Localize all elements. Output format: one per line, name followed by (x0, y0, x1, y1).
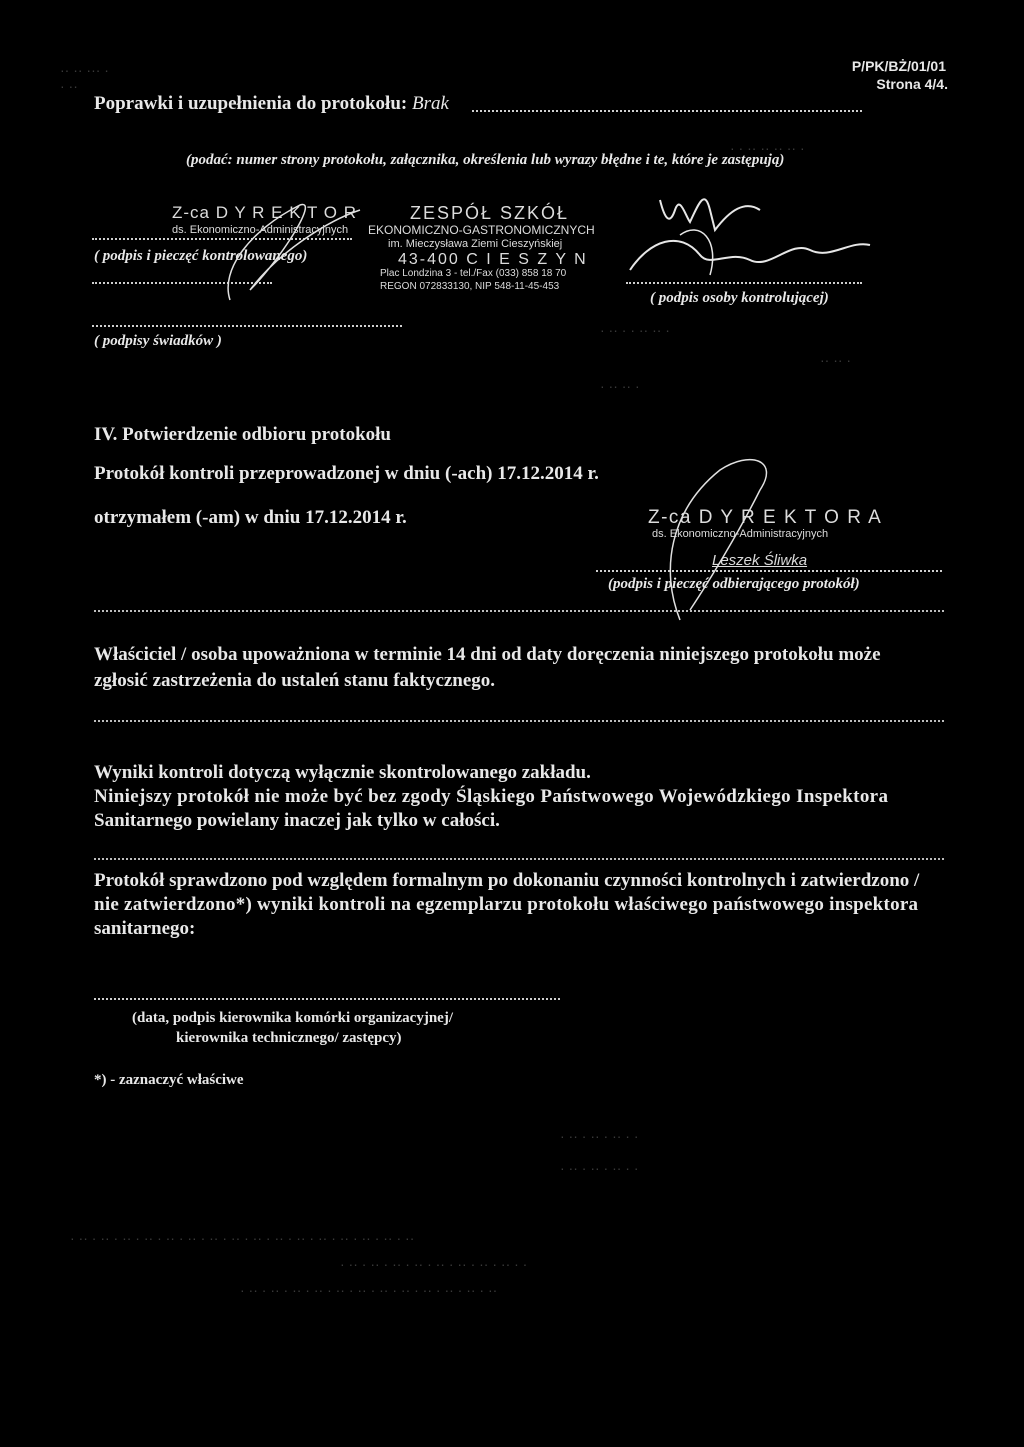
notice-approval-line-1: Protokół sprawdzono pod względem formalnym po dokonaniu czynności kontrolnych i zatwierdzono / (94, 870, 920, 891)
controlled-signature-icon (190, 190, 390, 310)
bleed-through-mark: · ·· · ·· · ·· · ·· · ·· · ·· · ·· · ·· · ·· · ·· · ·· · ·· (240, 1282, 498, 1298)
document-code: P/PK/BŻ/01/01 (851, 58, 946, 74)
school-stamp-name: ZESPÓŁ SZKÓŁ (410, 203, 570, 223)
corrections-dotted-line (472, 110, 862, 112)
notice-approval-line-3: sanitarnego: (94, 918, 196, 939)
section-iv-heading: IV. Potwierdzenie odbioru protokołu (94, 424, 391, 445)
received-date-line: otrzymałem (-am) w dniu 17.12.2014 r. (94, 507, 407, 528)
receiver-stamp-name: Leszek Śliwka (712, 552, 808, 569)
corrections-title (94, 93, 449, 115)
school-stamp-line-3: im. Mieczysława Ziemi Cieszyńskiej (388, 238, 563, 250)
deputy-director-stamp: Z-ca D Y R E K T O R (172, 203, 358, 222)
bleed-through-mark: · · ·· ·· ·· ·· · (730, 140, 805, 156)
bleed-through-mark: · ·· · ·· · ·· · · (560, 1160, 639, 1176)
notice-objection-line-1: Właściciel / osoba upoważniona w terminie 14 dni od daty doręczenia niniejszego protokołu może (94, 644, 881, 665)
receiver-stamp-sub: ds. Ekonomiczno-Administracyjnych (652, 528, 829, 540)
receiver-stamp: Z-ca D Y R E K T O R A (648, 507, 883, 528)
bleed-through-mark: · ·· (60, 78, 78, 94)
notice-results-line-3: Sanitarnego powielany inaczej jak tylko w całości. (94, 810, 500, 831)
school-stamp-city: 43-400 C I E S Z Y N (398, 251, 588, 268)
receiver-signature-icon (620, 450, 820, 630)
notice-results-line-1: Wyniki kontroli dotyczą wyłącznie skontrolowanego zakładu. (94, 762, 591, 783)
corrections-value: Brak (411, 93, 449, 114)
school-stamp-registry: REGON 072833130, NIP 548-11-45-453 (380, 281, 560, 292)
bleed-through-mark: · ·· · ·· · ·· · ·· · ·· · ·· · ·· · ·· · · (340, 1256, 528, 1272)
supervisor-label-line-2: kierownika technicznego/ zastępcy) (176, 1030, 402, 1046)
bleed-through-mark: · ·· ·· · (600, 378, 640, 394)
separator-3 (94, 858, 944, 860)
notice-objection-line-2: zgłosić zastrzeżenia do ustaleń stanu faktycznego. (94, 670, 496, 691)
witnesses-signature-line (92, 325, 402, 327)
school-stamp-line-2: EKONOMICZNO-GASTRONOMICZNYCH (368, 223, 595, 237)
corrections-hint: (podać: numer strony protokołu, załącznika, określenia lub wyrazy błędne i te, które je zastępują) (186, 152, 785, 168)
controller-label: ( podpis osoby kontrolującej) (650, 290, 829, 306)
bleed-through-mark: ·· ·· ··· · (60, 62, 109, 78)
controller-signature-icon (620, 180, 890, 290)
corrections-label: Poprawki i uzupełnienia do protokołu: (94, 93, 408, 114)
supervisor-signature-line (94, 998, 560, 1000)
footnote: *) - zaznaczyć właściwe (94, 1072, 244, 1088)
notice-approval-line-2: nie zatwierdzono*) wyniki kontroli na egzemplarzu protokołu właściwego państwowego inspektora (94, 894, 919, 915)
separator-1 (94, 610, 944, 612)
separator-2 (94, 720, 944, 722)
protocol-date-line: Protokół kontroli przeprowadzonej w dniu (-ach) 17.12.2014 r. (94, 463, 599, 484)
deputy-director-stamp-sub: ds. Ekonomiczno-Administracyjnych (172, 224, 349, 236)
page-number: Strona 4/4. (876, 76, 948, 92)
controlled-label: ( podpis i pieczęć kontrolowanego) (94, 248, 308, 264)
bleed-through-mark: · ·· · · ·· ·· · (600, 322, 670, 338)
notice-results-line-2: Niniejszy protokół nie może być bez zgody Śląskiego Państwowego Wojewódzkiego Inspektora (94, 786, 889, 807)
witnesses-label: ( podpisy świadków ) (94, 333, 222, 349)
bleed-through-mark: · ·· · ·· · ·· · · (560, 1128, 639, 1144)
bleed-through-mark: · ·· · ·· · ·· · ·· · ·· · ·· · ·· · ·· · ·· · ·· · ·· · ·· · ·· · ·· · ·· · ·· (70, 1230, 415, 1246)
supervisor-label-line-1: (data, podpis kierownika komórki organizacyjnej/ (132, 1010, 453, 1026)
receiver-label: (podpis i pieczęć odbierającego protokół) (608, 576, 860, 592)
school-stamp-address: Plac Londzina 3 - tel./Fax (033) 858 18 70 (380, 268, 567, 279)
bleed-through-mark: ·· ·· · (820, 352, 852, 368)
